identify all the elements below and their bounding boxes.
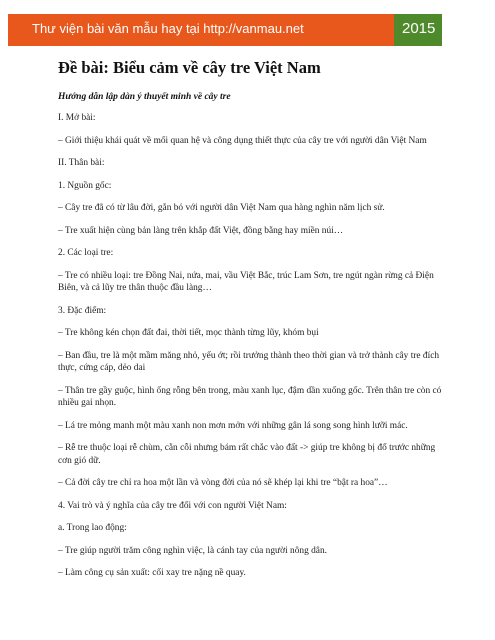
paragraph: 2. Các loại tre:	[58, 248, 114, 258]
document-subtitle: Hướng dẫn lập dàn ý thuyết minh về cây tre	[58, 92, 231, 102]
paragraph: II. Thân bài:	[58, 158, 105, 168]
paragraph: a. Trong lao động:	[58, 523, 127, 533]
paragraph: – Tre có nhiều loại: tre Đồng Nai, nứa, mai, vầu Việt Bắc, trúc Lam Sơn, tre ngút ngàn rừng cả Điện Biên, và cả lũy tre thân thuộc đầu làng…	[58, 270, 434, 293]
paragraph: – Cả đời cây tre chỉ ra hoa một lần và vòng đời của nó sẽ khép lại khi tre “bật ra hoa”…	[58, 478, 388, 488]
paragraph: – Cây tre đã có từ lâu đời, gắn bó với người dân Việt Nam qua hàng nghìn năm lịch sử.	[58, 203, 385, 213]
site-banner-text: Thư viện bài văn mẫu hay tại http://vanmau.net	[32, 21, 304, 36]
paragraph: – Rễ tre thuộc loại rễ chùm, cằn cỗi nhưng bám rất chắc vào đất -> giúp tre không bị đổ trước những cơn gió dữ.	[58, 443, 436, 466]
paragraph: 3. Đặc điểm:	[58, 305, 107, 316]
paragraph: – Làm công cụ sản xuất: cối xay tre nặng nề quay.	[58, 568, 246, 578]
document-title: Đề bài: Biểu cảm về cây tre Việt Nam	[58, 58, 321, 77]
site-banner	[8, 14, 436, 46]
paragraph: – Thân tre gầy guộc, hình ống rỗng bên trong, màu xanh lục, đậm dần xuống gốc. Trên thân tre còn có nhiều gai nhọn.	[58, 385, 442, 408]
year-badge	[394, 14, 442, 46]
paragraph: – Tre giúp người trăm công nghìn việc, là cánh tay của người nông dân.	[58, 545, 327, 556]
paragraph: 4. Vai trò và ý nghĩa của cây tre đối với con người Việt Nam:	[58, 500, 287, 511]
paragraph: 1. Nguồn gốc:	[58, 180, 112, 191]
year-badge-text: 2015	[402, 20, 436, 37]
document-body	[58, 58, 446, 590]
paragraph: – Ban đầu, tre là một mầm măng nhỏ, yếu ớt; rồi trưởng thành theo thời gian và trở thành cây tre đích thực, cứng cáp, dẻo dai	[58, 350, 440, 373]
paragraph: – Tre xuất hiện cùng bản làng trên khắp đất Việt, đồng bằng hay miền núi…	[58, 225, 344, 236]
paragraph: – Tre không kén chọn đất đai, thời tiết, mọc thành từng lũy, khóm bụi	[58, 328, 319, 338]
paragraph: – Lá tre mỏng manh một màu xanh non mơn mởn với những gân lá song song hình lưỡi mác.	[58, 420, 408, 431]
paragraph: – Giới thiệu khái quát về mối quan hệ và công dụng thiết thực của cây tre với người dân Việt Nam	[58, 135, 427, 146]
paragraph-list	[58, 112, 446, 580]
paragraph: I. Mở bài:	[58, 113, 96, 123]
